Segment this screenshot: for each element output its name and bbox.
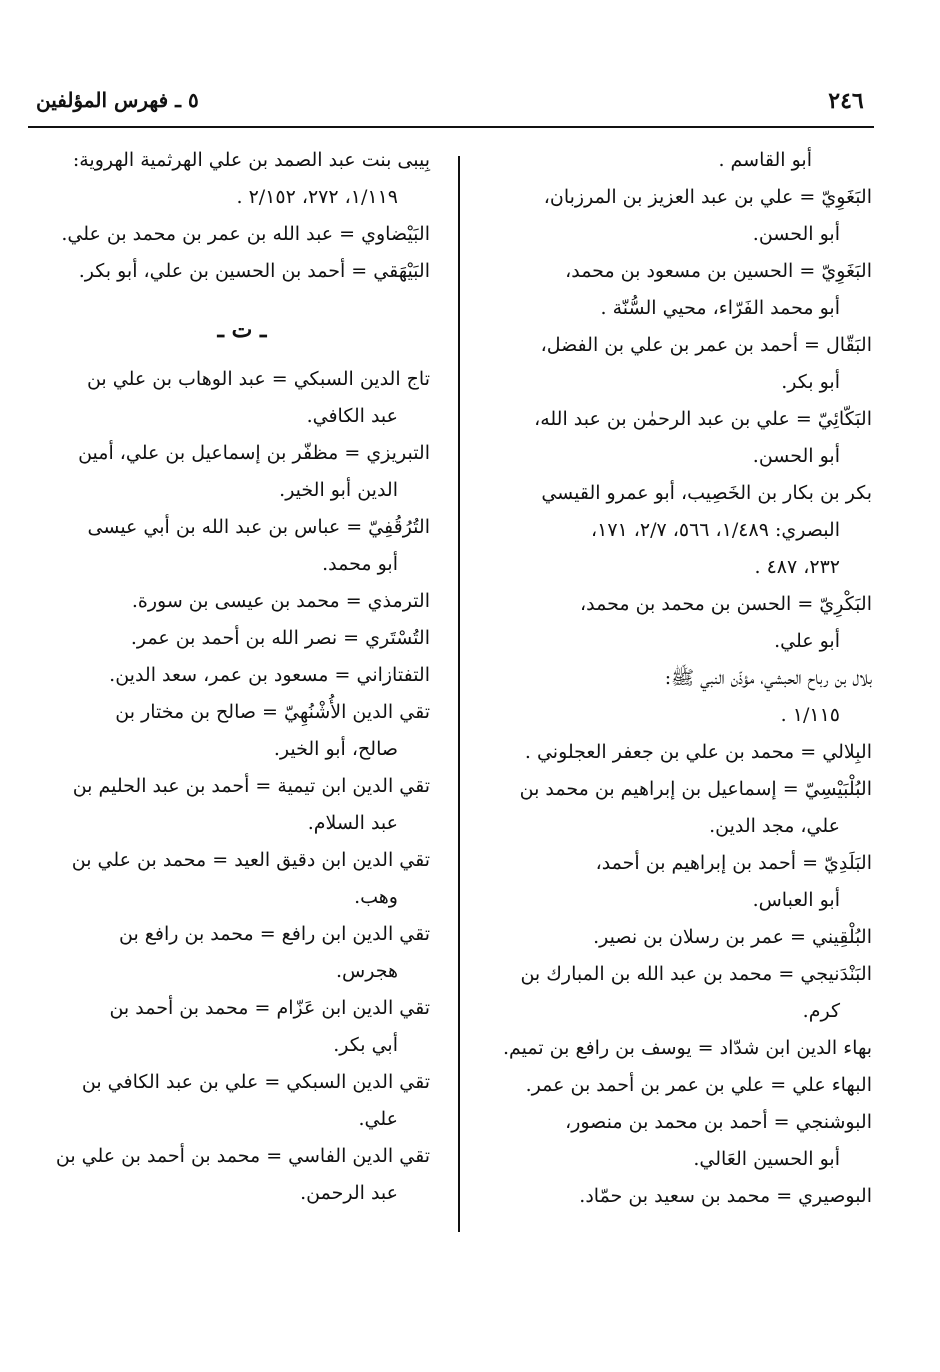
entry-line: تقي الدين الأُشْنُهِيّ = صالح بن مختار بن bbox=[115, 701, 430, 723]
entry-continuation-line: أبو محمد الفَرّاء، محيي السُّنّة . bbox=[600, 297, 840, 319]
index-entry bbox=[484, 845, 872, 919]
column-divider bbox=[458, 156, 460, 1232]
entry-continuation-line: أبو علي. bbox=[774, 630, 840, 652]
entry-continuation-line: أبو الحسن. bbox=[752, 223, 840, 245]
page-number: ٢٤٦ bbox=[828, 88, 864, 114]
entry-continuation-line: عبد السلام. bbox=[307, 812, 398, 834]
entry-line: التبريزي = مظفّر بن إسماعيل بن علي، أمين bbox=[78, 442, 430, 464]
entry-line: بِيبى بنت عبد الصمد بن علي الهرثمية الهروية: bbox=[72, 149, 430, 171]
entry-line: بكر بن بكار بن الخَصِيب، أبو عمرو القيسي bbox=[541, 482, 872, 504]
index-entry bbox=[54, 620, 430, 657]
running-title: ٥ ـ فهرس المؤلفين bbox=[36, 88, 199, 112]
index-entry bbox=[54, 694, 430, 768]
entry-line: تاج الدين السبكي = عبد الوهاب بن علي بن bbox=[86, 368, 430, 390]
entry-line: البَكّائِيّ = علي بن عبد الرحمٰن بن عبد الله، bbox=[534, 408, 872, 430]
entry-line: البَغَوِيّ = الحسين بن مسعود بن محمد، bbox=[565, 260, 872, 282]
entry-continuation-line: أبو العباس. bbox=[752, 889, 840, 911]
entry-continuation-line: كرم. bbox=[802, 1000, 840, 1022]
index-entry bbox=[484, 919, 872, 956]
index-entry bbox=[484, 1178, 872, 1215]
index-entry bbox=[54, 253, 430, 290]
entry-line: البَنْدَنيجي = محمد بن عبد الله بن المبارك بن bbox=[520, 963, 872, 985]
left-column-top-entries bbox=[54, 142, 430, 290]
entry-continuation-line: أبو محمد. bbox=[322, 553, 398, 575]
index-entry bbox=[54, 435, 430, 509]
entry-line: التُسْتَري = نصر الله بن أحمد بن عمر. bbox=[130, 627, 430, 649]
entry-line: البهاء علي = علي بن عمر بن أحمد بن عمر. bbox=[525, 1074, 872, 1096]
entry-continuation-line: ٢٣٢، ٤٨٧ . bbox=[754, 556, 840, 578]
index-entry bbox=[484, 475, 872, 586]
index-entry bbox=[484, 586, 872, 660]
entry-continuation-line: ١/١١٩، ٢٧٢، ٢/١٥٢ . bbox=[236, 186, 398, 208]
entry-line: البوشنجي = أحمد بن محمد بن منصور، bbox=[565, 1111, 872, 1133]
index-entry bbox=[54, 509, 430, 583]
index-entry bbox=[54, 583, 430, 620]
index-entry bbox=[484, 142, 872, 179]
section-spacer bbox=[54, 290, 430, 308]
entry-line: البوصيري = محمد بن سعيد بن حمّاد. bbox=[579, 1185, 872, 1207]
entry-continuation-line: أبي بكر. bbox=[333, 1034, 398, 1056]
entry-continuation-line: عبد الرحمن. bbox=[300, 1182, 398, 1204]
index-entry bbox=[54, 1138, 430, 1212]
entry-line: البَيْهَقي = أحمد بن الحسين بن علي، أبو بكر. bbox=[78, 260, 430, 282]
entry-line: تقي الدين ابن دقيق العيد = محمد بن علي بن bbox=[71, 849, 430, 871]
entry-continuation-line: هجرس. bbox=[335, 960, 398, 982]
entry-line: التُرُقُفِيّ = عباس بن عبد الله بن أبي عيسى bbox=[87, 516, 430, 538]
entry-continuation-line: علي، مجد الدين. bbox=[709, 815, 840, 837]
entry-line: البُلْقِيني = عمر بن رسلان بن نصير. bbox=[593, 926, 872, 948]
index-entry bbox=[54, 842, 430, 916]
entry-line: تقي الدين الفاسي = محمد بن أحمد بن علي بن bbox=[55, 1145, 430, 1167]
index-entry bbox=[484, 401, 872, 475]
index-entry bbox=[484, 660, 872, 734]
entry-line: تقي الدين ابن تيمية = أحمد بن عبد الحليم بن bbox=[72, 775, 430, 797]
index-entry bbox=[484, 179, 872, 253]
entry-line: أبو القاسم . bbox=[718, 149, 812, 171]
entry-continuation-line: أبو بكر. bbox=[781, 371, 840, 393]
index-entry bbox=[484, 253, 872, 327]
entry-line: البَقّال = أحمد بن عمر بن علي بن الفضل، bbox=[540, 334, 872, 356]
index-entry bbox=[484, 1067, 872, 1104]
entry-continuation-line: أبو الحسن. bbox=[752, 445, 840, 467]
index-entry bbox=[54, 216, 430, 253]
index-entry bbox=[54, 768, 430, 842]
index-entry bbox=[484, 1030, 872, 1067]
entry-line: تقي الدين ابن عَزّام = محمد بن أحمد بن bbox=[109, 997, 430, 1019]
entry-line: البُلْبَيْسِيّ = إسماعيل بن إبراهيم بن محمد بن bbox=[519, 778, 872, 800]
entry-line: بهاء الدين ابن شدّاد = يوسف بن رافع بن تميم. bbox=[502, 1037, 872, 1059]
index-entry bbox=[54, 142, 430, 216]
entry-line: البِلالي = محمد بن علي بن جعفر العجلوني . bbox=[524, 741, 872, 763]
entry-continuation-line: علي. bbox=[358, 1108, 398, 1130]
right-column bbox=[484, 142, 872, 1215]
index-entry bbox=[484, 734, 872, 771]
entry-line: الترمذي = محمد بن عيسى بن سورة. bbox=[131, 590, 430, 612]
entry-line: تقي الدين ابن رافع = محمد بن رافع بن bbox=[119, 923, 430, 945]
index-entry bbox=[484, 956, 872, 1030]
index-entry bbox=[54, 990, 430, 1064]
index-entry bbox=[484, 771, 872, 845]
header-rule bbox=[28, 126, 874, 128]
index-entry bbox=[54, 916, 430, 990]
entry-line: تقي الدين السبكي = علي بن عبد الكافي بن bbox=[81, 1071, 430, 1093]
section-heading: ـ ت ـ bbox=[217, 317, 267, 343]
index-entry bbox=[484, 327, 872, 401]
entry-line: التفتازاني = مسعود بن عمر، سعد الدين. bbox=[109, 664, 430, 686]
entry-continuation-line: أبو الحسين العَالي. bbox=[693, 1148, 840, 1170]
index-entry bbox=[54, 1064, 430, 1138]
entry-line: البَكْرِيّ = الحسن بن محمد بن محمد، bbox=[580, 593, 872, 615]
left-column bbox=[54, 142, 430, 1212]
entry-continuation-line: ١/١١٥ . bbox=[780, 704, 840, 726]
entry-continuation-line: عبد الكافي. bbox=[306, 405, 398, 427]
entry-continuation-line: وهب. bbox=[354, 886, 398, 908]
entry-continuation-line: البصري: ١/٤٨٩، ٥٦٦، ٢/٧، ١٧١، bbox=[590, 519, 840, 541]
entry-continuation-line: الدين أبو الخير. bbox=[279, 479, 398, 501]
entry-line: البَلَدِيّ = أحمد بن إبراهيم بن أحمد، bbox=[595, 852, 872, 874]
left-column-bottom-entries bbox=[54, 361, 430, 1212]
index-entry bbox=[54, 657, 430, 694]
entry-line: بلال بن رباح الحبشي، مؤذّن النبي ﷺ: bbox=[664, 667, 872, 689]
entry-line: البَيْضاوي = عبد الله بن عمر بن محمد بن علي. bbox=[61, 223, 430, 245]
entry-line: البَغَوِيّ = علي بن عبد العزيز بن المرزبان، bbox=[543, 186, 872, 208]
entry-continuation-line: صالح، أبو الخير. bbox=[273, 738, 398, 760]
index-entry bbox=[484, 1104, 872, 1178]
index-entry bbox=[54, 361, 430, 435]
